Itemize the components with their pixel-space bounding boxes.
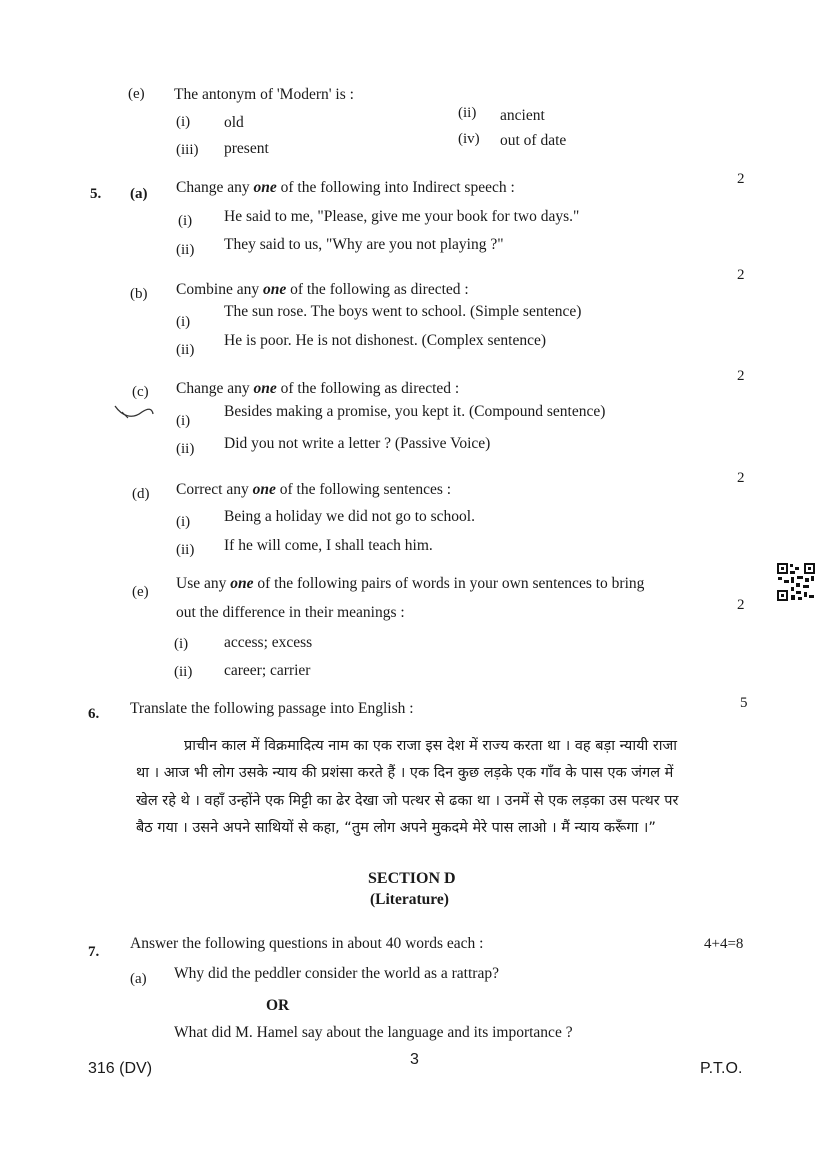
q5c-i: Besides making a promise, you kept it. (Compound sentence) bbox=[224, 403, 606, 420]
q6-prompt: Translate the following passage into English : bbox=[130, 700, 414, 717]
q5b-ii: He is poor. He is not dishonest. (Complex sentence) bbox=[224, 332, 547, 349]
q5c-ii-label: (ii) bbox=[176, 441, 195, 457]
q5b-marks: 2 bbox=[737, 267, 745, 283]
page-number: 3 bbox=[410, 1051, 419, 1068]
q7-marks: 4+4=8 bbox=[704, 936, 744, 952]
q5d-i: Being a holiday we did not go to school. bbox=[224, 508, 475, 525]
q7a-alt-question: What did M. Hamel say about the language and its importance ? bbox=[174, 1024, 573, 1041]
q5d-label: (d) bbox=[132, 486, 150, 502]
q5-number: 5. bbox=[90, 186, 102, 202]
q6-hindi-line-2: था । आज भी लोग उसके न्याय की प्रशंसा करते हैं । एक दिन कुछ लड़के एक गाँव के पास एक जंगल में bbox=[136, 765, 674, 781]
q6-hindi-line-1: प्राचीन काल में विक्रमादित्य नाम का एक राजा इस देश में राज्य करता था । वह बड़ा न्यायी राजा bbox=[184, 738, 678, 754]
q4e-opt3: present bbox=[224, 140, 269, 157]
section-subtitle: (Literature) bbox=[370, 891, 449, 908]
q5b-ii-label: (ii) bbox=[176, 342, 195, 358]
q4e-prompt: The antonym of 'Modern' is : bbox=[174, 86, 354, 103]
q5e-i-label: (i) bbox=[174, 636, 189, 652]
q4e-opt4: out of date bbox=[500, 132, 567, 149]
q4e-opt1: old bbox=[224, 114, 244, 131]
tick-mark-icon bbox=[112, 400, 156, 424]
q5e-i: access; excess bbox=[224, 634, 313, 651]
section-title: SECTION D bbox=[368, 870, 456, 887]
q5e-ii: career; carrier bbox=[224, 662, 311, 679]
q6-marks: 5 bbox=[740, 695, 748, 711]
q7-number: 7. bbox=[88, 944, 100, 960]
q5e-prompt: Use any one of the following pairs of words in your own sentences to bring bbox=[176, 575, 645, 592]
q5d-ii: If he will come, I shall teach him. bbox=[224, 537, 433, 554]
q4e-opt2: ancient bbox=[500, 107, 545, 124]
q5a-marks: 2 bbox=[737, 171, 745, 187]
q5b-i: The sun rose. The boys went to school. (Simple sentence) bbox=[224, 303, 582, 320]
qr-code-icon bbox=[776, 562, 816, 602]
q5a-ii-label: (ii) bbox=[176, 242, 195, 258]
q4e-opt4-label: (iv) bbox=[458, 131, 480, 147]
q5d-ii-label: (ii) bbox=[176, 542, 195, 558]
q5a-i-label: (i) bbox=[178, 213, 193, 229]
q5a-prompt: Change any one of the following into Indirect speech : bbox=[176, 179, 515, 196]
q6-number: 6. bbox=[88, 706, 100, 722]
paper-code: 316 (DV) bbox=[88, 1060, 153, 1077]
pto-label: P.T.O. bbox=[700, 1060, 743, 1077]
q5b-label: (b) bbox=[130, 286, 148, 302]
q5d-prompt: Correct any one of the following sentences : bbox=[176, 481, 452, 498]
q4e-opt3-label: (iii) bbox=[176, 142, 199, 158]
q5a-ii: They said to us, "Why are you not playing ?" bbox=[224, 236, 504, 253]
q5c-ii: Did you not write a letter ? (Passive Voice) bbox=[224, 435, 491, 452]
q5e-prompt-line2: out the difference in their meanings : bbox=[176, 604, 405, 621]
q7a-question: Why did the peddler consider the world as a rattrap? bbox=[174, 965, 499, 982]
q5d-i-label: (i) bbox=[176, 514, 191, 530]
q4e-opt1-label: (i) bbox=[176, 114, 191, 130]
q5c-marks: 2 bbox=[737, 368, 745, 384]
q5d-marks: 2 bbox=[737, 470, 745, 486]
q6-hindi-line-3: खेल रहे थे । वहाँ उन्होंने एक मिट्टी का ढेर देखा जो पत्थर से ढका था । उनमें से एक लड़का उस पत्थर पर bbox=[136, 793, 679, 809]
q5c-i-label: (i) bbox=[176, 413, 191, 429]
q4e-opt2-label: (ii) bbox=[458, 105, 477, 121]
q5b-prompt: Combine any one of the following as directed : bbox=[176, 281, 469, 298]
q7-prompt: Answer the following questions in about 40 words each : bbox=[130, 935, 484, 952]
q5a-i: He said to me, "Please, give me your book for two days." bbox=[224, 208, 580, 225]
q5e-label: (e) bbox=[132, 584, 149, 600]
q7a-or: OR bbox=[266, 997, 290, 1014]
q5e-marks: 2 bbox=[737, 597, 745, 613]
q6-hindi-line-4: बैठ गया । उसने अपने साथियों से कहा, “तुम लोग अपने मुकदमे मेरे पास लाओ । मैं न्याय करूँगा ।” bbox=[136, 820, 656, 836]
q5c-prompt: Change any one of the following as directed : bbox=[176, 380, 460, 397]
q5a-label: (a) bbox=[130, 186, 148, 202]
q5e-ii-label: (ii) bbox=[174, 664, 193, 680]
q4e-label: (e) bbox=[128, 86, 145, 102]
q7a-label: (a) bbox=[130, 971, 147, 987]
q5c-label: (c) bbox=[132, 384, 149, 400]
q5b-i-label: (i) bbox=[176, 314, 191, 330]
